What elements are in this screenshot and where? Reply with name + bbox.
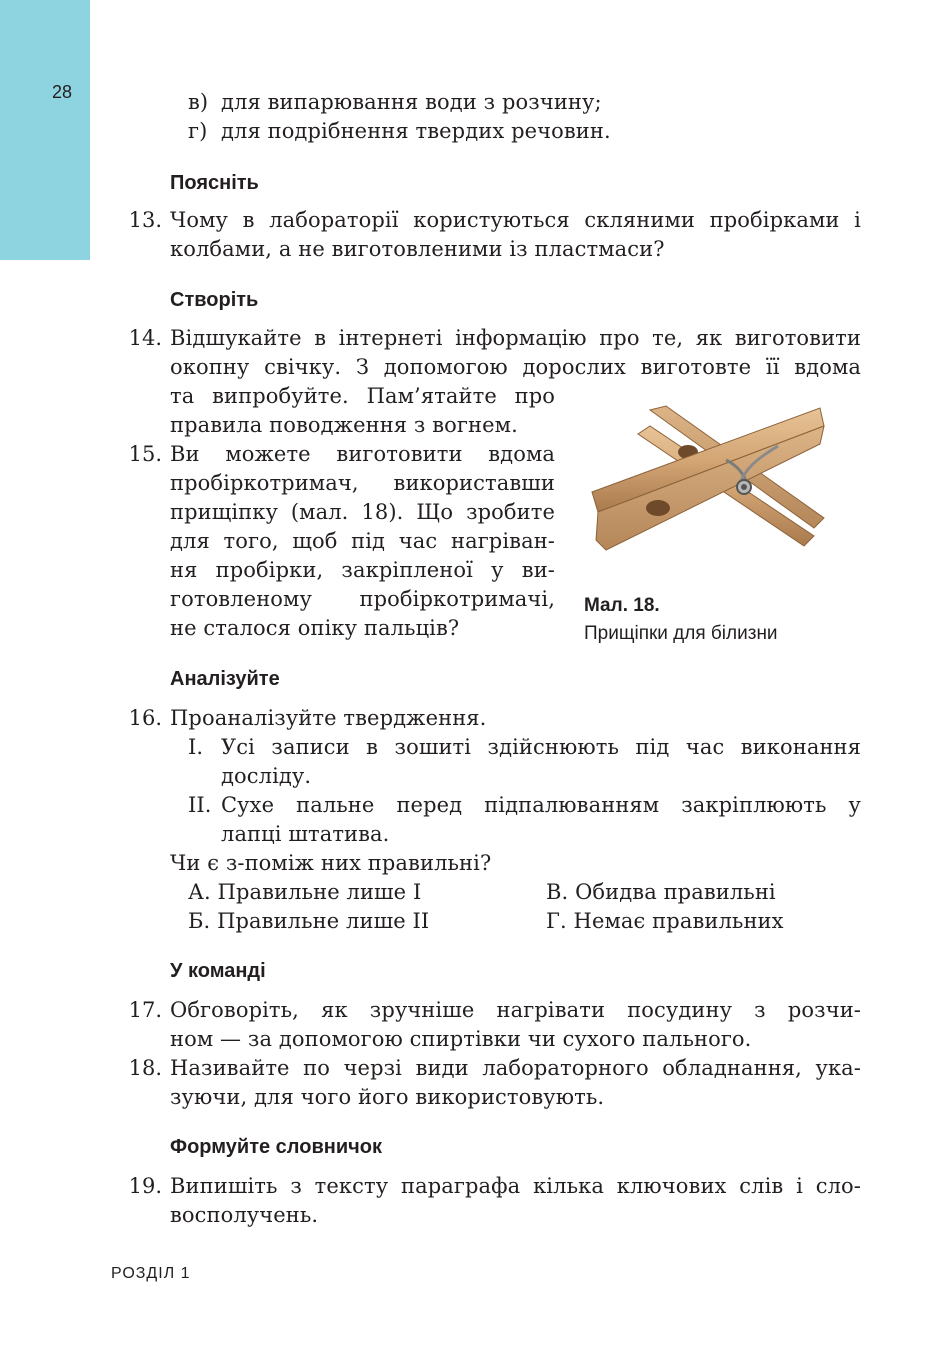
- chapter-tab: [0, 0, 90, 260]
- q19-line: Випишіть з тексту параграфа кілька ключових слів і сло-: [170, 1174, 861, 1198]
- statement-line: Сухе пальне перед підпалюванням закріплюють у: [221, 793, 861, 817]
- q14-line: та випробуйте. Пам’ятайте про: [170, 384, 555, 408]
- question-number: 18.: [128, 1056, 162, 1080]
- option-v-text: для випарювання води з розчину;: [221, 90, 602, 114]
- q14-line: правила поводження з вогнем.: [170, 413, 518, 437]
- chapter-footer: РОЗДІЛ 1: [111, 1265, 191, 1282]
- answer-option: А. Правильне лише I: [188, 880, 422, 904]
- q16-question: Чи є з-поміж них правильні?: [170, 851, 492, 875]
- option-g-text: для подрібнення твердих речовин.: [221, 119, 611, 143]
- question-number: 17.: [128, 998, 162, 1022]
- q14-line: Відшукайте в інтернеті інформацію про те, як виготовити: [170, 326, 861, 350]
- question-number: 16.: [128, 706, 162, 730]
- q17-line: Обговоріть, як зручніше нагрівати посудину з розчи-: [170, 998, 861, 1022]
- statement-line: досліду.: [221, 764, 312, 788]
- q18-line: зуючи, для чого його використовують.: [170, 1085, 605, 1109]
- q15-line: не сталося опіку пальців?: [170, 616, 460, 640]
- statement-line: Усі записи в зошиті здійснюють під час виконання: [221, 735, 861, 759]
- heading-analyze: Аналізуйте: [170, 668, 280, 690]
- heading-vocab: Формуйте словничок: [170, 1136, 382, 1158]
- option-g-letter: г): [188, 119, 208, 143]
- statement-line: лапці штатива.: [221, 822, 390, 846]
- q15-line: прищіпку (мал. 18). Що зробите: [170, 500, 555, 524]
- option-v-letter: в): [188, 90, 209, 114]
- q13-line: Чому в лабораторії користуються скляними пробірками і: [170, 208, 861, 232]
- statement-label: I.: [188, 735, 204, 759]
- q14-line: окопну свічку. З допомогою дорослих виготовте її вдома: [170, 355, 861, 379]
- q19-line: восполучень.: [170, 1203, 319, 1227]
- q15-line: Ви можете виготовити вдома: [170, 442, 555, 466]
- q15-line: пробіркотримач, використавши: [170, 471, 555, 495]
- q15-line: готовленому пробіркотримачі,: [170, 587, 555, 611]
- q16-intro: Проаналізуйте твердження.: [170, 706, 487, 730]
- answer-option: Б. Правильне лише II: [188, 909, 430, 933]
- heading-create: Створіть: [170, 289, 259, 311]
- figure-caption: Прищіпки для білизни: [584, 623, 778, 644]
- question-number: 13.: [128, 208, 162, 232]
- answer-option: Г. Немає правильних: [546, 909, 784, 933]
- heading-team: У команді: [170, 960, 266, 982]
- answer-option: В. Обидва правильні: [546, 880, 776, 904]
- question-number: 19.: [128, 1174, 162, 1198]
- q15-line: для того, щоб під час нагріван-: [170, 529, 555, 553]
- figure-title: Мал. 18.: [584, 595, 660, 616]
- statement-label: II.: [188, 793, 212, 817]
- q15-line: ня пробірки, закріпленої у ви-: [170, 558, 555, 582]
- clothespins-illustration: [588, 400, 828, 565]
- q13-line: колбами, а не виготовленими із пластмаси?: [170, 237, 665, 261]
- q18-line: Називайте по черзі види лабораторного обладнання, ука-: [170, 1056, 861, 1080]
- q17-line: ном — за допомогою спиртівки чи сухого пального.: [170, 1027, 752, 1051]
- question-number: 15.: [128, 442, 162, 466]
- page-number: 28: [52, 82, 73, 102]
- heading-explain: Поясніть: [170, 172, 259, 194]
- question-number: 14.: [128, 326, 162, 350]
